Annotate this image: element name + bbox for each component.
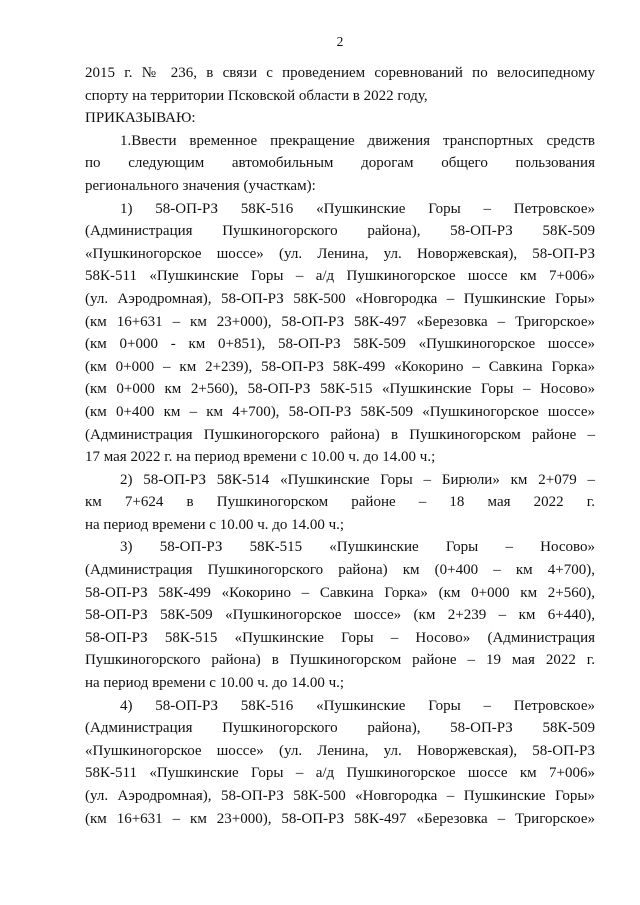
text-line: 58-ОП-РЗ 58К-515 «Пушкинские Горы – Носово» (Администрация [85,629,595,646]
text-line: спорту на территории Псковской области в 2022 году, [85,87,428,104]
text-line: (км 0+400 км – км 4+700), 58-ОП-РЗ 58К-509 «Пушкиногорское шоссе» [85,403,595,420]
text-line: Пушкиногорского района) в Пушкиногорском районе – 19 мая 2022 г. [85,652,595,669]
text-line: 58К-511 «Пушкинские Горы – а/д Пушкиногорское шоссе км 7+006» [85,765,595,782]
text-line: (Администрация Пушкиногорского района) км (0+400 – км 4+700), [85,562,595,579]
document-body [85,62,595,830]
text-line: (км 0+000 – км 2+239), 58-ОП-РЗ 58К-499 «Кокорино – Савкина Горка» [85,358,595,375]
text-line: ПРИКАЗЫВАЮ: [85,110,196,127]
text-line: 3) 58-ОП-РЗ 58К-515 «Пушкинские Горы – Носово» [120,539,595,556]
text-line: 2) 58-ОП-РЗ 58К-514 «Пушкинские Горы – Бирюли» км 2+079 – [120,471,595,488]
text-line: (ул. Аэродромная), 58-ОП-РЗ 58К-500 «Новгородка – Пушкинские Горы» [85,788,595,804]
text-line: 17 мая 2022 г. на период времени с 10.00 ч. до 14.00 ч.; [85,449,436,466]
text-line: 58К-511 «Пушкинские Горы – а/д Пушкиногорское шоссе км 7+006» [85,268,595,285]
text-line: (ул. Аэродромная), 58-ОП-РЗ 58К-500 «Новгородка – Пушкинские Горы» [85,290,595,307]
text-line: «Пушкиногорское шоссе» (ул. Ленина, ул. Новоржевская), 58-ОП-РЗ [85,742,595,759]
text-line: 1) 58-ОП-РЗ 58К-516 «Пушкинские Горы – Петровское» [120,200,595,217]
page-number: 2 [336,34,344,49]
text-line: регионального значения (участкам): [85,177,316,194]
text-line: 58-ОП-РЗ 58К-499 «Кокорино – Савкина Горка» (км 0+000 км 2+560), [85,584,595,601]
text-line: (км 16+631 – км 23+000), 58-ОП-РЗ 58К-497 «Березовка – Тригорское» [85,810,595,827]
text-line: км 7+624 в Пушкиногорском районе – 18 мая 2022 г. [85,494,595,511]
text-line: по следующим автомобильным дорогам общего пользования [85,155,595,172]
text-line: 2015 г. № 236, в связи с проведением соревнований по велосипедному [85,65,595,81]
text-line: «Пушкиногорское шоссе» (ул. Ленина, ул. Новоржевская), 58-ОП-РЗ [85,245,595,262]
text-line: (Администрация Пушкиногорского района), 58-ОП-РЗ 58К-509 [85,223,595,240]
text-line: (км 0+000 км 2+560), 58-ОП-РЗ 58К-515 «Пушкинские Горы – Носово» [85,381,595,398]
text-line: на период времени с 10.00 ч. до 14.00 ч.; [85,675,345,692]
text-line: (км 0+000 - км 0+851), 58-ОП-РЗ 58К-509 «Пушкиногорское шоссе» [85,336,595,353]
text-line: 58-ОП-РЗ 58К-509 «Пушкиногорское шоссе» (км 2+239 – км 6+440), [85,607,595,624]
text-line: (Администрация Пушкиногорского района) в Пушкиногорском районе – [85,426,595,443]
text-line: на период времени с 10.00 ч. до 14.00 ч.; [85,516,345,533]
text-line: 4) 58-ОП-РЗ 58К-516 «Пушкинские Горы – Петровское» [120,697,595,714]
text-line: (км 16+631 – км 23+000), 58-ОП-РЗ 58К-497 «Березовка – Тригорское» [85,313,595,330]
text-line: 1.Ввести временное прекращение движения транспортных средств [120,132,595,149]
text-line: (Администрация Пушкиногорского района), 58-ОП-РЗ 58К-509 [85,720,595,737]
